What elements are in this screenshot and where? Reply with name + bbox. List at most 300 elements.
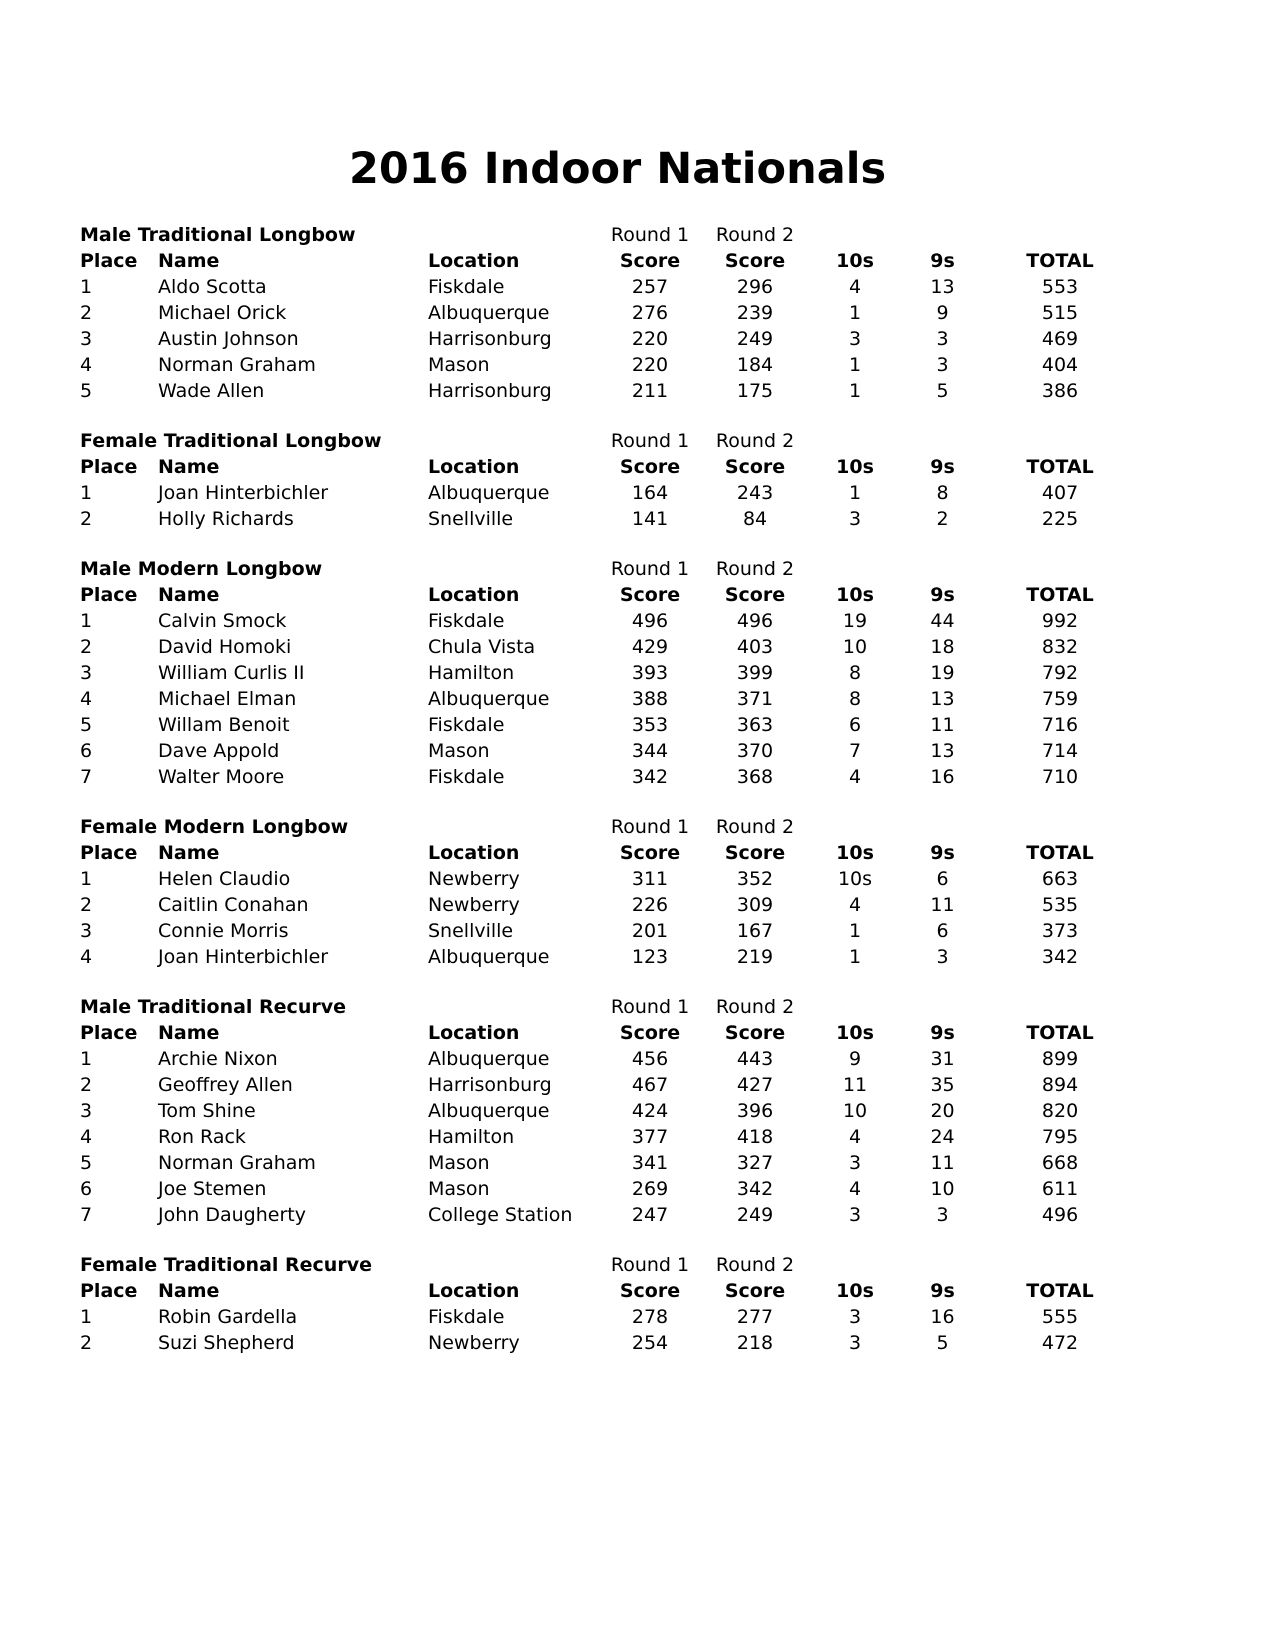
header-round2-score: Score [724,842,786,864]
header-total: TOTAL [1026,1022,1094,1044]
cell-round1-score: 254 [631,1332,669,1354]
cell-round2-score: 368 [736,766,774,788]
round2-label: Round 2 [715,1254,795,1276]
cell-total: 496 [1041,1204,1079,1226]
header-9s: 9s [930,842,955,864]
cell-total: 515 [1041,302,1079,324]
cell-10s: 8 [848,662,862,684]
round-row-spacer [810,814,1135,840]
results-table [80,1252,1135,1356]
table-row [80,608,1135,634]
cell-total: 759 [1041,688,1079,710]
cell-9s: 3 [936,328,949,350]
cell-name: Aldo Scotta [158,276,267,298]
cell-location: Newberry [428,1332,520,1354]
cell-round2-score: 418 [736,1126,774,1148]
cell-round1-score: 141 [631,508,669,530]
header-9s: 9s [930,584,955,606]
cell-9s: 3 [936,946,949,968]
cell-total: 553 [1041,276,1079,298]
cell-9s: 19 [930,662,955,684]
table-row [80,944,1135,970]
cell-name: Walter Moore [158,766,285,788]
cell-name: Robin Gardella [158,1306,298,1328]
cell-round2-score: 175 [736,380,774,402]
cell-name: Helen Claudio [158,868,291,890]
header-round1-score: Score [619,1022,681,1044]
cell-total: 714 [1041,740,1079,762]
results-table [80,222,1135,404]
cell-9s: 13 [930,740,955,762]
cell-9s: 10 [930,1178,955,1200]
header-round2-score: Score [724,584,786,606]
cell-location: Fiskdale [428,766,505,788]
results-table [80,428,1135,532]
cell-9s: 20 [930,1100,955,1122]
round1-label: Round 1 [610,816,690,838]
cell-10s: 3 [848,328,862,350]
cell-total: 342 [1041,946,1079,968]
table-row [80,480,1135,506]
table-row [80,918,1135,944]
cell-round2-score: 277 [736,1306,774,1328]
cell-location: Albuquerque [428,1100,550,1122]
cell-total: 404 [1041,354,1079,376]
cell-round1-score: 456 [631,1048,669,1070]
header-9s: 9s [930,1280,955,1302]
header-10s: 10s [836,250,874,272]
cell-round2-score: 243 [736,482,774,504]
cell-location: Chula Vista [428,636,536,658]
cell-location: Mason [428,1178,490,1200]
cell-total: 899 [1041,1048,1079,1070]
header-total: TOTAL [1026,842,1094,864]
results-sections [80,222,1275,1356]
header-round2-score: Score [724,456,786,478]
header-round1-score: Score [619,250,681,272]
header-place: Place [80,1280,138,1302]
table-row [80,660,1135,686]
cell-round1-score: 429 [631,636,669,658]
cell-round1-score: 311 [631,868,669,890]
cell-name: Norman Graham [158,354,316,376]
cell-round2-score: 370 [736,740,774,762]
cell-9s: 3 [936,354,949,376]
table-row [80,1304,1135,1330]
header-place: Place [80,456,138,478]
cell-round2-score: 184 [736,354,774,376]
header-location: Location [428,456,520,478]
cell-place: 3 [80,328,93,350]
cell-location: Snellville [428,508,514,530]
cell-name: Joan Hinterbichler [158,482,329,504]
header-9s: 9s [930,1022,955,1044]
header-place: Place [80,250,138,272]
section-rows [80,1304,1135,1356]
cell-round2-score: 218 [736,1332,774,1354]
round-row-spacer [810,994,1135,1020]
header-round1-score: Score [619,584,681,606]
section-title: Female Traditional Longbow [80,430,382,452]
cell-9s: 5 [936,380,949,402]
cell-10s: 1 [848,354,862,376]
cell-round2-score: 249 [736,328,774,350]
cell-place: 4 [80,946,93,968]
cell-location: Newberry [428,868,520,890]
cell-total: 894 [1041,1074,1079,1096]
cell-9s: 13 [930,276,955,298]
cell-location: Mason [428,1152,490,1174]
header-9s: 9s [930,250,955,272]
cell-round2-score: 249 [736,1204,774,1226]
table-row [80,274,1135,300]
cell-round1-score: 257 [631,276,669,298]
header-10s: 10s [836,456,874,478]
cell-total: 795 [1041,1126,1079,1148]
cell-place: 5 [80,714,93,736]
cell-round1-score: 278 [631,1306,669,1328]
cell-round1-score: 164 [631,482,669,504]
header-10s: 10s [836,1022,874,1044]
header-9s: 9s [930,456,955,478]
cell-name: Michael Elman [158,688,297,710]
cell-round2-score: 84 [742,508,768,530]
header-place: Place [80,1022,138,1044]
cell-round2-score: 342 [736,1178,774,1200]
round1-label: Round 1 [610,558,690,580]
round-labels-row [80,428,1135,454]
cell-round2-score: 396 [736,1100,774,1122]
table-row [80,1176,1135,1202]
round1-label: Round 1 [610,1254,690,1276]
cell-round2-score: 167 [736,920,774,942]
results-table [80,556,1135,790]
cell-name: Wade Allen [158,380,265,402]
cell-place: 3 [80,920,93,942]
cell-total: 386 [1041,380,1079,402]
cell-name: Suzi Shepherd [158,1332,295,1354]
cell-round2-score: 371 [736,688,774,710]
cell-location: Mason [428,740,490,762]
cell-place: 7 [80,1204,93,1226]
cell-9s: 11 [930,894,955,916]
header-name: Name [158,1280,220,1302]
cell-place: 1 [80,276,93,298]
cell-round1-score: 220 [631,354,669,376]
table-row [80,378,1135,404]
cell-10s: 1 [848,302,862,324]
table-row [80,738,1135,764]
cell-round2-score: 239 [736,302,774,324]
cell-name: Austin Johnson [158,328,299,350]
table-row [80,712,1135,738]
cell-round1-score: 342 [631,766,669,788]
cell-round2-score: 427 [736,1074,774,1096]
table-row [80,1098,1135,1124]
cell-place: 2 [80,508,93,530]
cell-10s: 1 [848,380,862,402]
cell-total: 611 [1041,1178,1079,1200]
cell-round1-score: 123 [631,946,669,968]
cell-total: 668 [1041,1152,1079,1174]
round-labels-row [80,994,1135,1020]
cell-name: Joe Stemen [158,1178,267,1200]
round2-label: Round 2 [715,816,795,838]
round-labels-row [80,222,1135,248]
cell-place: 5 [80,1152,93,1174]
cell-round1-score: 388 [631,688,669,710]
cell-10s: 7 [848,740,862,762]
cell-name: David Homoki [158,636,292,658]
cell-name: Archie Nixon [158,1048,278,1070]
round-labels-row [80,814,1135,840]
cell-location: Hamilton [428,1126,515,1148]
header-location: Location [428,250,520,272]
cell-name: William Curlis II [158,662,305,684]
cell-9s: 6 [936,868,949,890]
section-rows [80,866,1135,970]
cell-name: Dave Appold [158,740,280,762]
cell-place: 2 [80,1332,93,1354]
header-total: TOTAL [1026,584,1094,606]
cell-location: Harrisonburg [428,1074,552,1096]
header-name: Name [158,842,220,864]
cell-total: 407 [1041,482,1079,504]
cell-name: Caitlin Conahan [158,894,309,916]
cell-location: Fiskdale [428,1306,505,1328]
header-location: Location [428,1022,520,1044]
cell-location: Fiskdale [428,714,505,736]
cell-location: Albuquerque [428,1048,550,1070]
cell-total: 992 [1041,610,1079,632]
section-rows [80,1046,1135,1228]
cell-round2-score: 443 [736,1048,774,1070]
cell-10s: 10 [842,636,868,658]
section-rows [80,274,1135,404]
table-row [80,1330,1135,1356]
table-row [80,1046,1135,1072]
cell-round1-score: 226 [631,894,669,916]
round2-label: Round 2 [715,558,795,580]
cell-round2-score: 219 [736,946,774,968]
cell-place: 2 [80,894,93,916]
cell-place: 2 [80,1074,93,1096]
cell-round1-score: 496 [631,610,669,632]
cell-10s: 8 [848,688,862,710]
cell-10s: 4 [848,1178,862,1200]
cell-round2-score: 496 [736,610,774,632]
cell-9s: 31 [930,1048,955,1070]
cell-total: 710 [1041,766,1079,788]
cell-9s: 13 [930,688,955,710]
cell-total: 663 [1041,868,1079,890]
cell-round1-score: 467 [631,1074,669,1096]
cell-total: 225 [1041,508,1079,530]
cell-round1-score: 211 [631,380,669,402]
cell-round1-score: 276 [631,302,669,324]
cell-10s: 19 [842,610,868,632]
cell-round1-score: 377 [631,1126,669,1148]
table-row [80,1202,1135,1228]
cell-total: 373 [1041,920,1079,942]
header-total: TOTAL [1026,1280,1094,1302]
cell-place: 1 [80,610,93,632]
round-labels-row [80,556,1135,582]
cell-place: 1 [80,482,93,504]
header-total: TOTAL [1026,250,1094,272]
column-headers-row [80,248,1135,274]
cell-9s: 35 [930,1074,955,1096]
cell-place: 2 [80,636,93,658]
cell-10s: 3 [848,1332,862,1354]
cell-9s: 3 [936,1204,949,1226]
cell-round2-score: 327 [736,1152,774,1174]
round2-label: Round 2 [715,430,795,452]
cell-9s: 11 [930,714,955,736]
cell-location: Albuquerque [428,946,550,968]
cell-10s: 10 [842,1100,868,1122]
round-labels-row [80,1252,1135,1278]
cell-name: Geoffrey Allen [158,1074,293,1096]
table-row [80,300,1135,326]
results-table [80,994,1135,1228]
cell-round2-score: 399 [736,662,774,684]
cell-9s: 24 [930,1126,955,1148]
cell-round1-score: 344 [631,740,669,762]
table-row [80,866,1135,892]
header-place: Place [80,842,138,864]
cell-9s: 8 [936,482,949,504]
cell-round2-score: 296 [736,276,774,298]
cell-9s: 6 [936,920,949,942]
cell-10s: 6 [848,714,862,736]
cell-round1-score: 393 [631,662,669,684]
table-row [80,764,1135,790]
column-headers-row [80,1020,1135,1046]
header-location: Location [428,1280,520,1302]
cell-10s: 1 [848,946,862,968]
cell-name: Joan Hinterbichler [158,946,329,968]
cell-total: 792 [1041,662,1079,684]
cell-total: 472 [1041,1332,1079,1354]
cell-location: Fiskdale [428,276,505,298]
cell-location: Mason [428,354,490,376]
cell-round2-score: 403 [736,636,774,658]
cell-round2-score: 363 [736,714,774,736]
header-place: Place [80,584,138,606]
cell-10s: 10s [837,868,873,890]
table-row [80,686,1135,712]
cell-10s: 3 [848,1306,862,1328]
section-rows [80,608,1135,790]
cell-10s: 3 [848,1152,862,1174]
cell-name: Willam Benoit [158,714,290,736]
cell-total: 820 [1041,1100,1079,1122]
cell-place: 5 [80,380,93,402]
header-name: Name [158,1022,220,1044]
cell-10s: 4 [848,1126,862,1148]
cell-9s: 44 [930,610,955,632]
table-row [80,1150,1135,1176]
column-headers-row [80,1278,1135,1304]
results-table [80,814,1135,970]
cell-10s: 4 [848,276,862,298]
cell-9s: 18 [930,636,955,658]
cell-9s: 16 [930,766,955,788]
cell-location: Harrisonburg [428,380,552,402]
cell-round1-score: 220 [631,328,669,350]
cell-9s: 16 [930,1306,955,1328]
cell-location: Albuquerque [428,302,550,324]
section-title: Male Modern Longbow [80,558,323,580]
round-row-spacer [810,428,1135,454]
table-row [80,326,1135,352]
section-rows [80,480,1135,532]
cell-location: Newberry [428,894,520,916]
cell-total: 469 [1041,328,1079,350]
table-row [80,506,1135,532]
cell-place: 4 [80,688,93,710]
cell-total: 716 [1041,714,1079,736]
cell-9s: 2 [936,508,949,530]
cell-10s: 9 [848,1048,862,1070]
cell-round1-score: 201 [631,920,669,942]
cell-place: 6 [80,1178,93,1200]
table-row [80,892,1135,918]
cell-place: 2 [80,302,93,324]
table-row [80,1072,1135,1098]
round2-label: Round 2 [715,224,795,246]
cell-10s: 4 [848,766,862,788]
header-total: TOTAL [1026,456,1094,478]
cell-10s: 1 [848,482,862,504]
cell-round1-score: 247 [631,1204,669,1226]
cell-name: Michael Orick [158,302,287,324]
cell-9s: 11 [930,1152,955,1174]
section-title: Male Traditional Recurve [80,996,346,1018]
round-row-spacer [810,556,1135,582]
cell-location: Albuquerque [428,688,550,710]
round-row-spacer [810,222,1135,248]
cell-place: 7 [80,766,93,788]
cell-10s: 1 [848,920,862,942]
cell-total: 535 [1041,894,1079,916]
cell-10s: 3 [848,1204,862,1226]
header-round1-score: Score [619,456,681,478]
header-round1-score: Score [619,1280,681,1302]
column-headers-row [80,840,1135,866]
round1-label: Round 1 [610,996,690,1018]
header-round2-score: Score [724,250,786,272]
round2-label: Round 2 [715,996,795,1018]
header-location: Location [428,842,520,864]
page-title: 2016 Indoor Nationals [348,144,887,194]
cell-place: 3 [80,1100,93,1122]
column-headers-row [80,454,1135,480]
section-title: Male Traditional Longbow [80,224,356,246]
round1-label: Round 1 [610,224,690,246]
header-10s: 10s [836,1280,874,1302]
cell-location: Hamilton [428,662,515,684]
cell-place: 4 [80,1126,93,1148]
cell-round1-score: 424 [631,1100,669,1122]
cell-location: Albuquerque [428,482,550,504]
header-10s: 10s [836,842,874,864]
cell-10s: 4 [848,894,862,916]
cell-name: Tom Shine [158,1100,256,1122]
cell-total: 555 [1041,1306,1079,1328]
cell-10s: 3 [848,508,862,530]
